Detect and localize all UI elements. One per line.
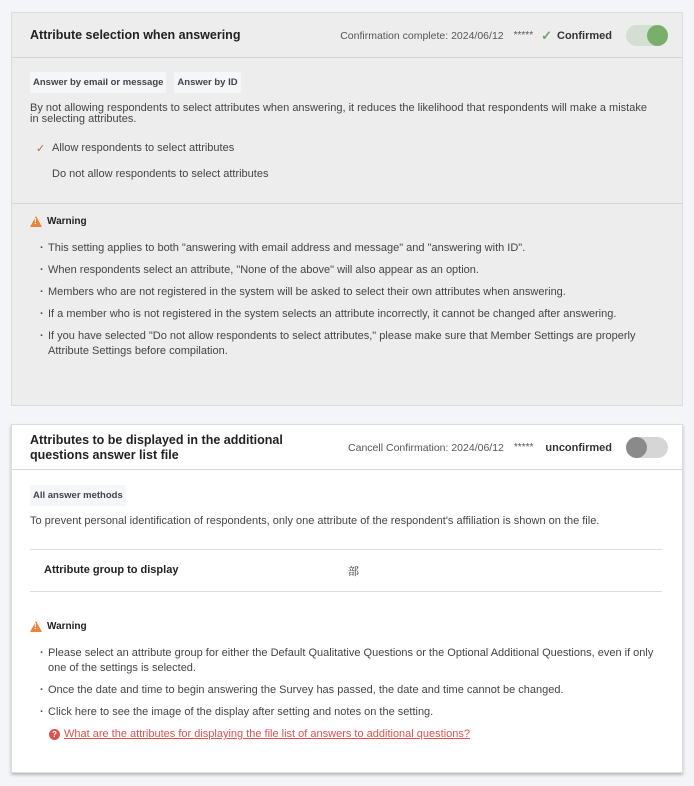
toggle-knob — [626, 437, 647, 458]
option-label: Allow respondents to select attributes — [52, 142, 235, 154]
attribute-group-row — [30, 549, 662, 592]
warning-item: · Members who are not registered in the system will be asked to select their own attributes when answering. — [40, 285, 654, 300]
confirm-toggle[interactable] — [626, 437, 668, 458]
status-date: Cancell Confirmation: 2024/06/12 — [348, 441, 504, 454]
warning-item: · If a member who is not registered in the system selects an attribute incorrectly, it cannot be changed after answering. — [40, 307, 654, 322]
tag-email-message: Answer by email or message — [30, 72, 166, 93]
row-value: 部 — [348, 566, 359, 578]
attribute-selection-card — [11, 12, 683, 406]
question-icon: ? — [49, 729, 60, 740]
card-title: Attribute selection when answering — [30, 28, 241, 42]
warning-item: · If you have selected "Do not allow respondents to select attributes," please make sure that Member Settings are properly Attribute Settings before compilation. — [40, 329, 654, 359]
answer-method-tags — [30, 72, 241, 93]
option-allow[interactable] — [36, 142, 235, 155]
tag-all-methods: All answer methods — [30, 485, 126, 506]
warning-heading — [30, 216, 87, 227]
warning-title: Warning — [47, 216, 87, 227]
help-link[interactable]: What are the attributes for displaying the file list of answers to additional questions? — [64, 728, 471, 740]
warning-item: · When respondents select an attribute, "None of the above" will also appear as an option. — [40, 263, 654, 278]
warning-item: · This setting applies to both "answering with email address and message" and "answering with ID". — [40, 241, 654, 256]
row-label: Attribute group to display — [44, 564, 179, 576]
option-label: Do not allow respondents to select attributes — [52, 168, 269, 180]
toggle-knob — [647, 25, 668, 46]
confirmation-status — [348, 425, 668, 470]
description: To prevent personal identification of respondents, only one attribute of the respondent's affiliation is shown on the file. — [30, 515, 600, 527]
warning-item: · Once the date and time to begin answering the Survey has passed, the date and time cannot be changed. — [40, 683, 654, 698]
warning-item: · Please select an attribute group for either the Default Qualitative Questions or the Optional Additional Questions, even if only one of the settings is selected. — [40, 646, 654, 676]
answer-list-attributes-card — [11, 424, 683, 773]
description: By not allowing respondents to select attributes when answering, it reduces the likelihood that respondents will make a mistake in selecting attributes. — [30, 102, 647, 125]
check-icon: ✓ — [36, 143, 46, 155]
confirm-toggle[interactable] — [626, 25, 668, 46]
warning-icon — [30, 621, 42, 632]
warning-item: · Click here to see the image of the display after setting and notes on the setting. — [40, 705, 654, 720]
card-title: Attributes to be displayed in the additional questions answer list file — [30, 433, 283, 462]
option-disallow[interactable] — [52, 168, 268, 180]
help-link-row — [49, 728, 470, 740]
status-date: Confirmation complete: 2024/06/12 — [340, 29, 504, 42]
warning-title: Warning — [47, 621, 87, 632]
tag-id: Answer by ID — [174, 72, 240, 93]
status-user: ***** — [513, 30, 534, 41]
warning-list — [40, 241, 654, 366]
check-icon: ✓ — [541, 27, 552, 43]
card-header — [12, 425, 682, 470]
warning-icon — [30, 216, 42, 227]
status-label: unconfirmed — [545, 441, 612, 454]
status-label: Confirmed — [557, 29, 612, 42]
warning-list — [40, 646, 654, 727]
confirmation-status — [340, 13, 668, 58]
answer-method-tags — [30, 485, 126, 506]
divider — [12, 203, 682, 204]
card-header — [12, 13, 682, 58]
status-user: ***** — [513, 442, 534, 453]
warning-heading — [30, 621, 87, 632]
